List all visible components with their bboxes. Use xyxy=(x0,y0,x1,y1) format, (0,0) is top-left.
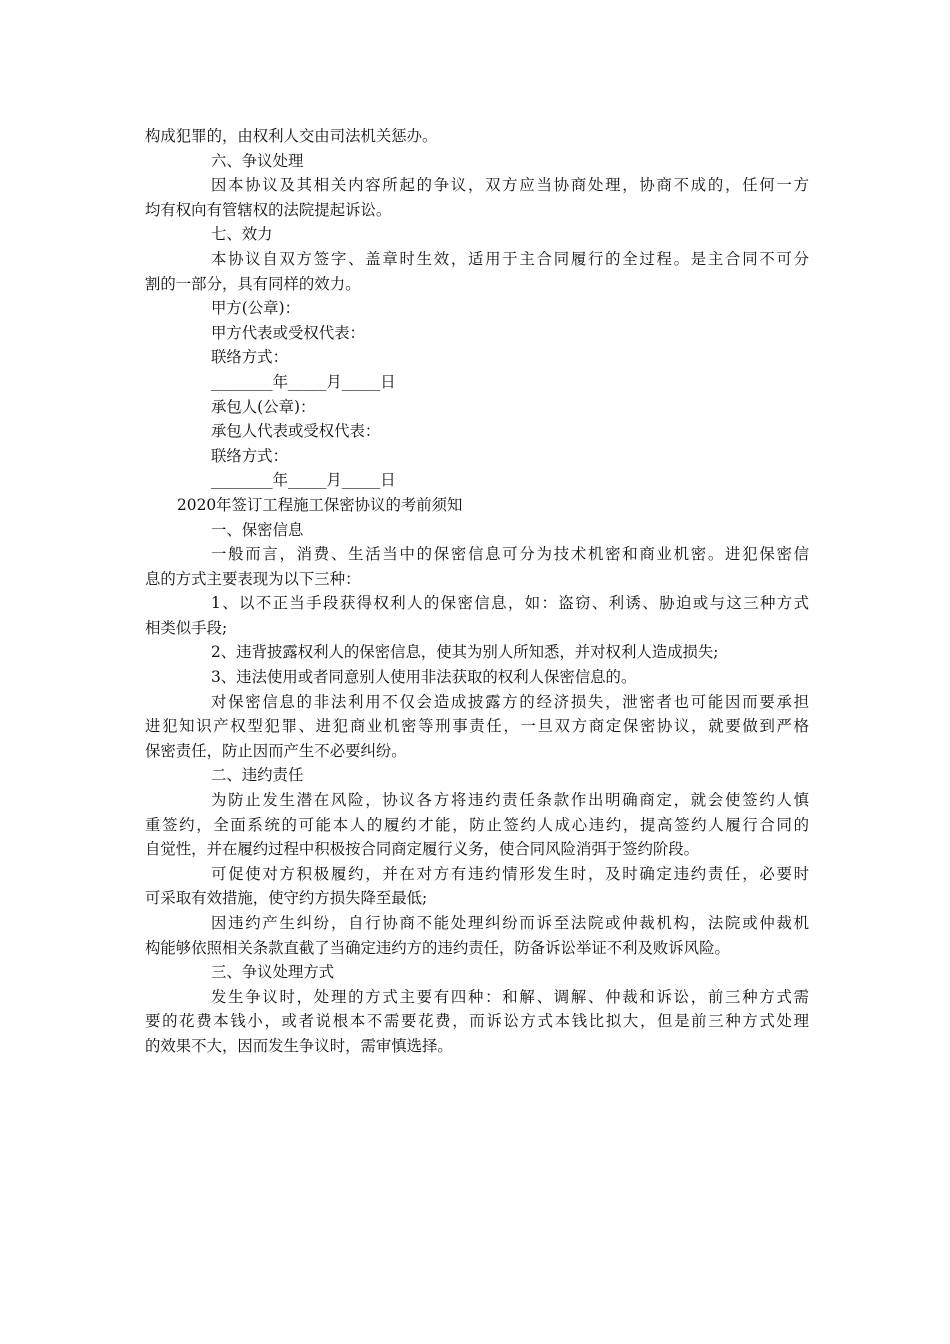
text-line: 3、违法使用或者同意别人使用非法获取的权利人保密信息的。 xyxy=(211,668,637,687)
text-line: 三、争议处理方式 xyxy=(211,963,335,982)
text-line: 可采取有效措施，使守约方损失降至最低; xyxy=(145,889,428,908)
text-line: 因本协议及其相关内容所起的争议，双方应当协商处理，协商不成的，任何一方 xyxy=(211,176,809,195)
text-line: 发生争议时，处理的方式主要有四种：和解、调解、仲裁和诉讼，前三种方式需 xyxy=(211,987,809,1006)
text-line: 构能够依照相关条款直截了当确定违约方的违约责任，防备诉讼举证不利及败诉风险。 xyxy=(145,938,730,957)
text-line: 自觉性，并在履约过程中积极按合同商定履行义务，使合同风险消弭于签约阶段。 xyxy=(145,840,700,859)
text-line: 甲方(公章)： xyxy=(211,299,300,318)
text-line: 割的一部分，具有同样的效力。 xyxy=(145,274,361,293)
text-line: 承包人代表或受权代表： xyxy=(211,422,381,441)
document-page xyxy=(145,124,809,1059)
text-line: 构成犯罪的，由权利人交由司法机关惩办。 xyxy=(145,127,438,145)
text-line: 甲方代表或受权代表： xyxy=(211,323,365,342)
text-line: 相类似手段; xyxy=(145,618,228,637)
text-line: 息的方式主要表现为以下三种： xyxy=(145,569,361,588)
text-line: 保密责任，防止因而产生不必要纠纷。 xyxy=(145,741,407,760)
text-line: 二、违约责任 xyxy=(211,766,304,785)
text-line: 七、效力 xyxy=(211,225,273,244)
text-line: 2020年签订工程施工保密协议的考前须知 xyxy=(177,495,463,514)
text-line: 联络方式： xyxy=(211,348,288,367)
text-line: 一、保密信息 xyxy=(211,520,304,539)
text-line: 一般而言，消费、生活当中的保密信息可分为技术机密和商业机密。进犯保密信 xyxy=(211,545,809,564)
text-line: 进犯知识产权型犯罪、进犯商业机密等刑事责任，一旦双方商定保密协议，就要做到严格 xyxy=(145,717,809,736)
text-line: 因违约产生纠纷，自行协商不能处理纠纷而诉至法院或仲裁机构，法院或仲裁机 xyxy=(211,914,809,932)
text-line: ________年_____月_____日 xyxy=(211,372,396,391)
text-line: 2、违背披露权利人的保密信息，使其为别人所知悉，并对权利人造成损失; xyxy=(211,643,719,662)
text-line: 要的花费本钱小，或者说根本不需要花费，而诉讼方式本钱比拟大，但是前三种方式处理 xyxy=(145,1012,809,1031)
text-line: 对保密信息的非法利用不仅会造成披露方的经济损失，泄密者也可能因而要承担 xyxy=(211,692,809,711)
text-line: 重签约，全面系统的可能本人的履约才能，防止签约人成心违约，提高签约人履行合同的 xyxy=(145,815,809,834)
text-line: 的效果不大，因而发生争议时，需审慎选择。 xyxy=(145,1036,453,1055)
text-line: ________年_____月_____日 xyxy=(211,471,396,490)
text-line: 六、争议处理 xyxy=(211,151,304,170)
text-line: 均有权向有管辖权的法院提起诉讼。 xyxy=(145,200,392,219)
text-line: 为防止发生潜在风险，协议各方将违约责任条款作出明确商定，就会使签约人慎 xyxy=(211,791,809,810)
text-line: 可促使对方积极履约，并在对方有违约情形发生时，及时确定违约责任，必要时 xyxy=(211,864,809,883)
text-line: 本协议自双方签字、盖章时生效，适用于主合同履行的全过程。是主合同不可分 xyxy=(211,249,809,268)
text-line: 承包人(公章)： xyxy=(211,397,316,416)
text-line: 联络方式： xyxy=(211,446,288,465)
text-line: 1、以不正当手段获得权利人的保密信息，如：盗窃、利诱、胁迫或与这三种方式 xyxy=(211,594,809,613)
